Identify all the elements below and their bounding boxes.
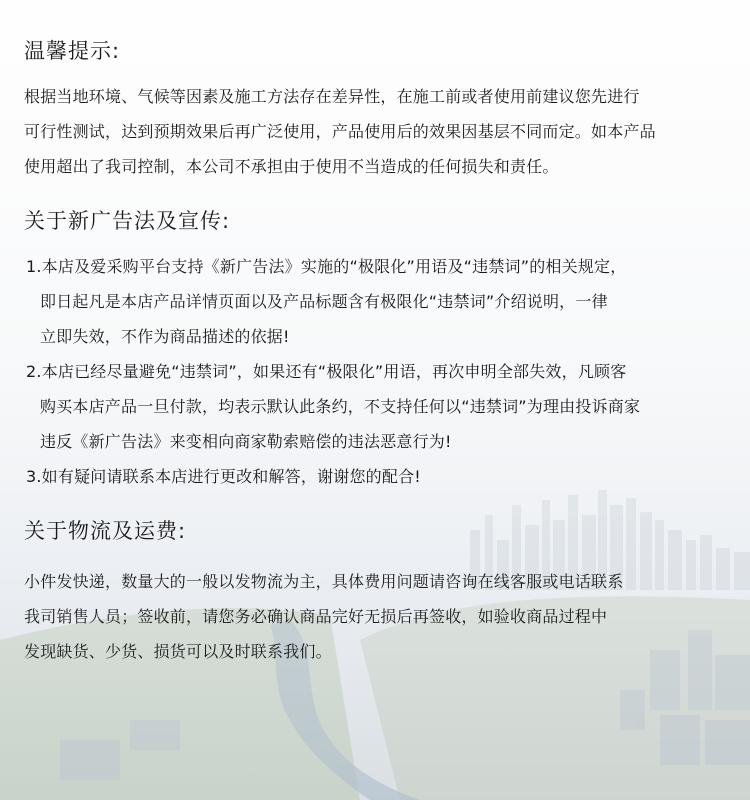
ad-law-item-2-line-1: 2.本店已经尽量避免“违禁词”，如果还有“极限化”用语，再次申明全部失效，凡顾客: [26, 362, 627, 381]
tips-heading: 温馨提示:: [24, 39, 121, 63]
ad-law-item-1-line-2: 即日起凡是本店产品详情页面以及产品标题含有极限化“违禁词”介绍说明，一律: [40, 292, 608, 311]
ad-law-item-1-line-1: 1.本店及爱采购平台支持《新广告法》实施的“极限化”用语及“违禁词”的相关规定，: [26, 257, 627, 276]
ad-law-item-2-line-2: 购买本店产品一旦付款，均表示默认此条约，不支持任何以“违禁词”为理由投诉商家: [40, 397, 641, 416]
ad-law-item-3-line-1: 3.如有疑问请联系本店进行更改和解答，谢谢您的配合!: [26, 467, 421, 486]
logistics-heading: 关于物流及运费:: [24, 519, 187, 543]
logistics-line-2: 我司销售人员；签收前，请您务必确认商品完好无损后再签收，如验收商品过程中: [24, 607, 608, 626]
logistics-line-3: 发现缺货、少货、损货可以及时联系我们。: [24, 642, 332, 661]
logistics-line-1: 小件发快递，数量大的一般以发物流为主，具体费用问题请咨询在线客服或电话联系: [24, 572, 624, 591]
ad-law-item-2-line-3: 违反《新广告法》来变相向商家勒索赔偿的违法恶意行为!: [40, 432, 452, 451]
tips-line-3: 使用超出了我司控制，本公司不承担由于使用不当造成的任何损失和责任。: [24, 157, 559, 176]
ad-law-item-1-line-3: 立即失效，不作为商品描述的依据!: [40, 327, 290, 346]
tips-line-2: 可行性测试，达到预期效果后再广泛使用，产品使用后的效果因基层不同而定。如本产品: [24, 122, 656, 141]
tips-line-1: 根据当地环境、气候等因素及施工方法存在差异性，在施工前或者使用前建议您先进行: [24, 87, 640, 106]
ad-law-heading: 关于新广告法及宣传:: [24, 209, 231, 233]
